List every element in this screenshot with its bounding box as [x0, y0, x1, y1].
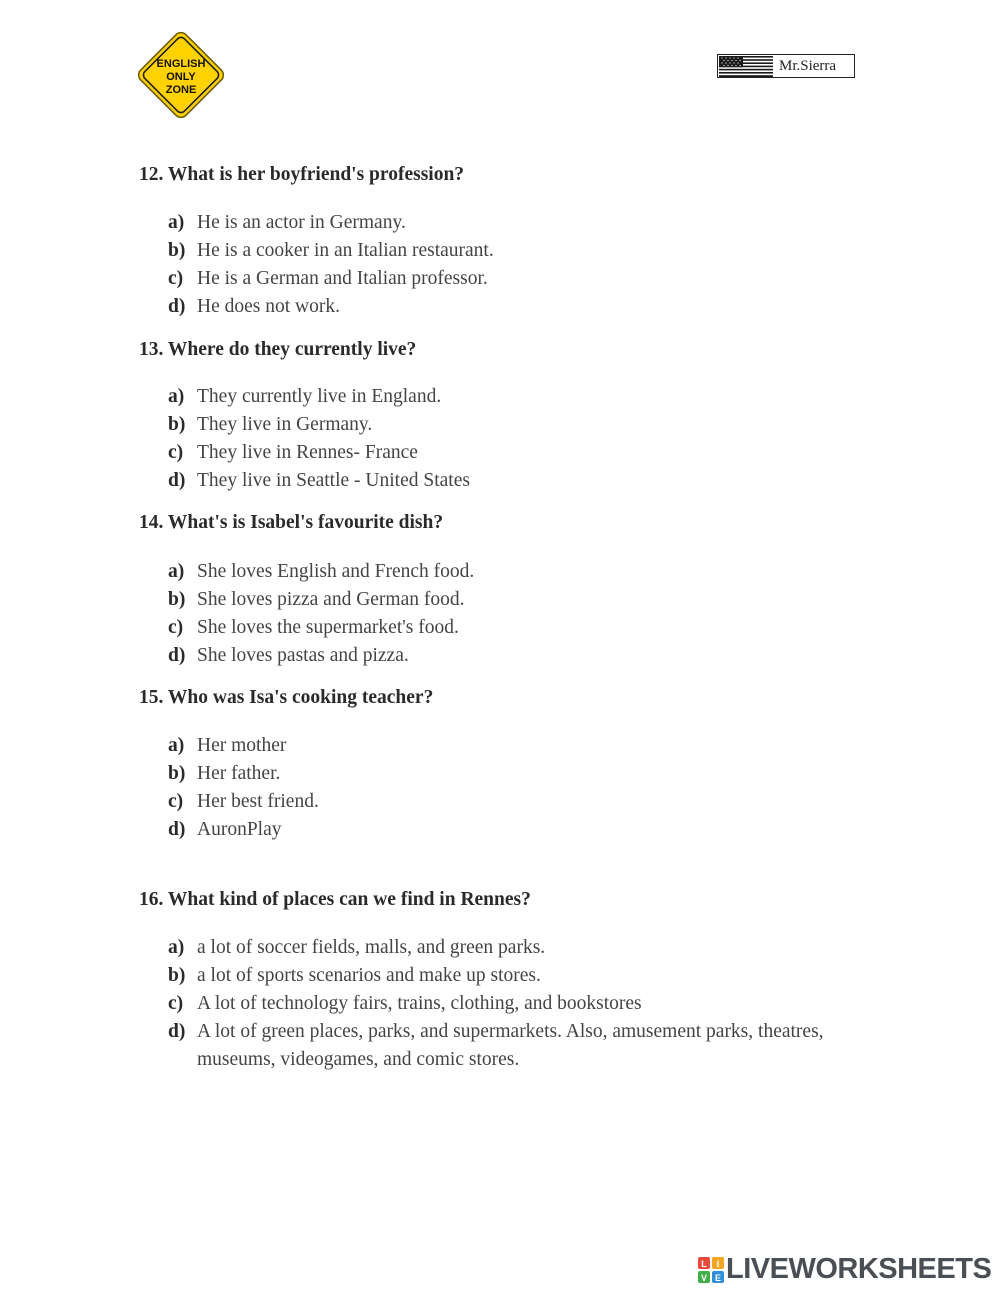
liveworksheets-brand	[697, 1253, 991, 1286]
option-text: a lot of soccer fields, malls, and green parks.	[197, 937, 546, 958]
sign-line-1: ENGLISH	[156, 58, 206, 70]
question-12-option-a[interactable]	[168, 209, 406, 237]
option-letter: c)	[168, 791, 184, 812]
sign-line-3: ZONE	[165, 84, 197, 96]
question-16-option-a[interactable]	[168, 934, 545, 962]
option-text: She loves the supermarket's food.	[197, 617, 459, 638]
question-13-option-b[interactable]	[168, 411, 372, 439]
option-text: They live in Rennes- France	[197, 442, 418, 463]
logo-letter-4: E	[714, 1272, 722, 1283]
option-letter: a)	[168, 937, 185, 958]
question-14-option-b[interactable]	[168, 586, 465, 614]
question-12-option-c[interactable]	[168, 265, 488, 293]
option-text: Her best friend.	[197, 791, 319, 812]
question-13-option-a[interactable]	[168, 383, 441, 411]
option-letter: d)	[168, 1021, 186, 1042]
option-letter: d)	[168, 470, 186, 491]
option-letter: a)	[168, 735, 185, 756]
option-text: He is a cooker in an Italian restaurant.	[197, 240, 494, 261]
option-text: Her father.	[197, 763, 281, 784]
question-16-option-d[interactable]	[168, 1018, 828, 1074]
option-text: She loves pizza and German food.	[197, 589, 465, 610]
option-letter: a)	[168, 212, 185, 233]
question-16: 16. What kind of places can we find in Rennes?	[139, 889, 531, 910]
option-text: They live in Germany.	[197, 414, 373, 435]
option-text: She loves pastas and pizza.	[197, 645, 409, 666]
option-text: A lot of green places, parks, and supermarkets. Also, amusement parks, theatres, museums, videogames, and comic stores.	[197, 1021, 824, 1070]
logo-letter-2: I	[716, 1258, 720, 1269]
option-letter: d)	[168, 819, 186, 840]
option-letter: c)	[168, 617, 184, 638]
option-letter: b)	[168, 763, 186, 784]
question-15-option-d[interactable]	[168, 816, 282, 844]
question-14-option-d[interactable]	[168, 642, 409, 670]
teacher-badge	[717, 54, 855, 78]
option-letter: b)	[168, 414, 186, 435]
option-letter: c)	[168, 268, 184, 289]
logo-letter-1: L	[701, 1258, 707, 1269]
option-letter: d)	[168, 296, 186, 317]
liveworksheets-logo-icon	[697, 1256, 725, 1284]
option-letter: d)	[168, 645, 186, 666]
question-15: 15. Who was Isa's cooking teacher?	[139, 687, 434, 708]
brand-name: LIVEWORKSHEETS	[726, 1253, 992, 1285]
question-16-option-b[interactable]	[168, 962, 541, 990]
question-14-option-a[interactable]	[168, 558, 474, 586]
option-text: A lot of technology fairs, trains, clothing, and bookstores	[197, 993, 642, 1014]
logo-letter-3: V	[700, 1272, 708, 1283]
option-text: AuronPlay	[197, 819, 282, 840]
option-text: Her mother	[197, 735, 287, 756]
option-text: She loves English and French food.	[197, 561, 475, 582]
option-text: They live in Seattle - United States	[197, 470, 470, 491]
option-text: He is a German and Italian professor.	[197, 268, 488, 289]
option-letter: b)	[168, 589, 186, 610]
question-14: 14. What's is Isabel's favourite dish?	[139, 512, 444, 533]
question-12-option-b[interactable]	[168, 237, 494, 265]
english-only-zone-sign-icon	[134, 28, 228, 122]
question-13-option-c[interactable]	[168, 439, 418, 467]
question-15-option-a[interactable]	[168, 732, 286, 760]
option-letter: c)	[168, 993, 184, 1014]
option-text: He does not work.	[197, 296, 340, 317]
us-flag-icon	[719, 56, 773, 77]
question-15-option-c[interactable]	[168, 788, 319, 816]
option-letter: a)	[168, 561, 185, 582]
option-letter: b)	[168, 965, 186, 986]
question-12-option-d[interactable]	[168, 293, 340, 321]
question-13: 13. Where do they currently live?	[139, 339, 417, 360]
option-letter: b)	[168, 240, 186, 261]
question-12: 12. What is her boyfriend's profession?	[139, 164, 465, 185]
sign-line-2: ONLY	[166, 71, 196, 83]
question-13-option-d[interactable]	[168, 467, 470, 495]
option-text: He is an actor in Germany.	[197, 212, 406, 233]
option-letter: a)	[168, 386, 185, 407]
option-letter: c)	[168, 442, 184, 463]
option-text: a lot of sports scenarios and make up stores.	[197, 965, 541, 986]
question-14-option-c[interactable]	[168, 614, 459, 642]
teacher-name: Mr.Sierra	[779, 57, 837, 74]
question-16-option-c[interactable]	[168, 990, 642, 1018]
question-15-option-b[interactable]	[168, 760, 280, 788]
option-text: They currently live in England.	[197, 386, 442, 407]
